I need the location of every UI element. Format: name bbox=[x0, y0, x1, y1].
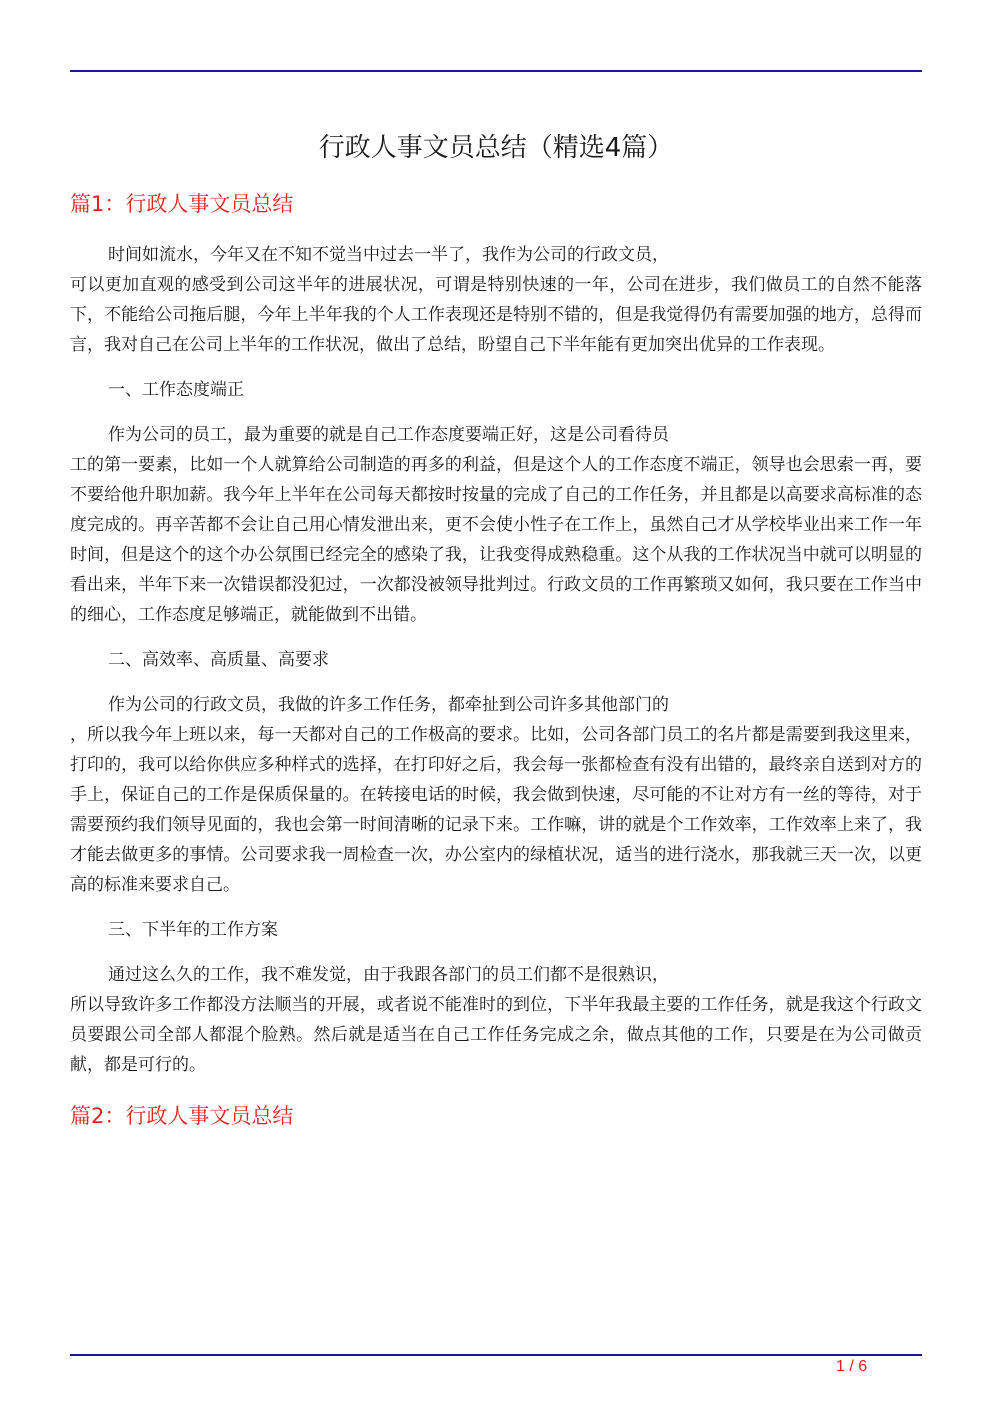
section-heading-1: 篇1：行政人事文员总结 bbox=[70, 192, 294, 216]
paragraph-first-line: 作为公司的员工，最为重要的就是自己工作态度要端正好，这是公司看待员 bbox=[108, 425, 669, 445]
section-heading-2: 篇2：行政人事文员总结 bbox=[70, 1104, 294, 1128]
paragraph-first-line: 作为公司的行政文员，我做的许多工作任务，都牵扯到公司许多其他部门的 bbox=[108, 695, 669, 715]
paragraph-rest: 所以导致许多工作都没方法顺当的开展，或者说不能准时的到位，下半年我最主要的工作任务，就是我这个行政文员要跟公司全部人都混个脸熟。然后就是适当在自己工作任务完成之余，做点其他的工作，只要是在为公司做贡献，都是可行的。 bbox=[70, 995, 922, 1075]
paragraph-first-line: 时间如流水，今年又在不知不觉当中过去一半了，我作为公司的行政文员， bbox=[108, 245, 669, 265]
paragraph-rest: 可以更加直观的感受到公司这半年的进展状况，可谓是特别快速的一年，公司在进步，我们做员工的自然不能落下，不能给公司拖后腿，今年上半年我的个人工作表现还是特别不错的，但是我觉得仍有需要加强的地方，总得而言，我对自己在公司上半年的工作状况，做出了总结，盼望自己下半年能有更加突出优异的工作表现。 bbox=[70, 275, 922, 355]
subheading-plan: 三、下半年的工作方案 bbox=[108, 920, 278, 940]
document-title: 行政人事文员总结（精选4篇） bbox=[318, 133, 674, 163]
subheading-attitude: 一、工作态度端正 bbox=[108, 380, 244, 400]
paragraph-first-line: 通过这么久的工作，我不难发觉，由于我跟各部门的员工们都不是很熟识， bbox=[108, 965, 669, 985]
paragraph-intro bbox=[70, 240, 922, 360]
paragraph-efficiency bbox=[70, 690, 922, 900]
footer-rule bbox=[70, 1354, 922, 1356]
document-body bbox=[70, 186, 922, 1134]
header-rule bbox=[70, 70, 922, 72]
page-number: 1 / 6 bbox=[836, 1358, 868, 1375]
subheading-efficiency: 二、高效率、高质量、高要求 bbox=[108, 650, 329, 670]
paragraph-rest: 工的第一要素，比如一个人就算给公司制造的再多的利益，但是这个人的工作态度不端正，领导也会思索一再，要不要给他升职加薪。我今年上半年在公司每天都按时按量的完成了自己的工作任务，并且都是以高要求高标准的态度完成的。再辛苦都不会让自己用心情发泄出来，更不会使小性子在工作上，虽然自己才从学校毕业出来工作一年时间，但是这个的这个办公氛围已经完全的感染了我，让我变得成熟稳重。这个从我的工作状况当中就可以明显的看出来，半年下来一次错误都没犯过，一次都没被领导批判过。行政文员的工作再繁琐又如何，我只要在工作当中的细心，工作态度足够端正，就能做到不出错。 bbox=[70, 455, 922, 625]
paragraph-rest: ，所以我今年上班以来，每一天都对自己的工作极高的要求。比如，公司各部门员工的名片都是需要到我这里来，打印的，我可以给你供应多种样式的选择，在打印好之后，我会每一张都检查有没有出错的，最终亲自送到对方的手上，保证自己的工作是保质保量的。在转接电话的时候，我会做到快速，尽可能的不让对方有一丝的等待，对于需要预约我们领导见面的，我也会第一时间清晰的记录下来。工作嘛，讲的就是个工作效率，工作效率上来了，我才能去做更多的事情。公司要求我一周检查一次，办公室内的绿植状况，适当的进行浇水，那我就三天一次，以更高的标准来要求自己。 bbox=[70, 725, 922, 895]
paragraph-plan bbox=[70, 960, 922, 1080]
paragraph-attitude bbox=[70, 420, 922, 630]
